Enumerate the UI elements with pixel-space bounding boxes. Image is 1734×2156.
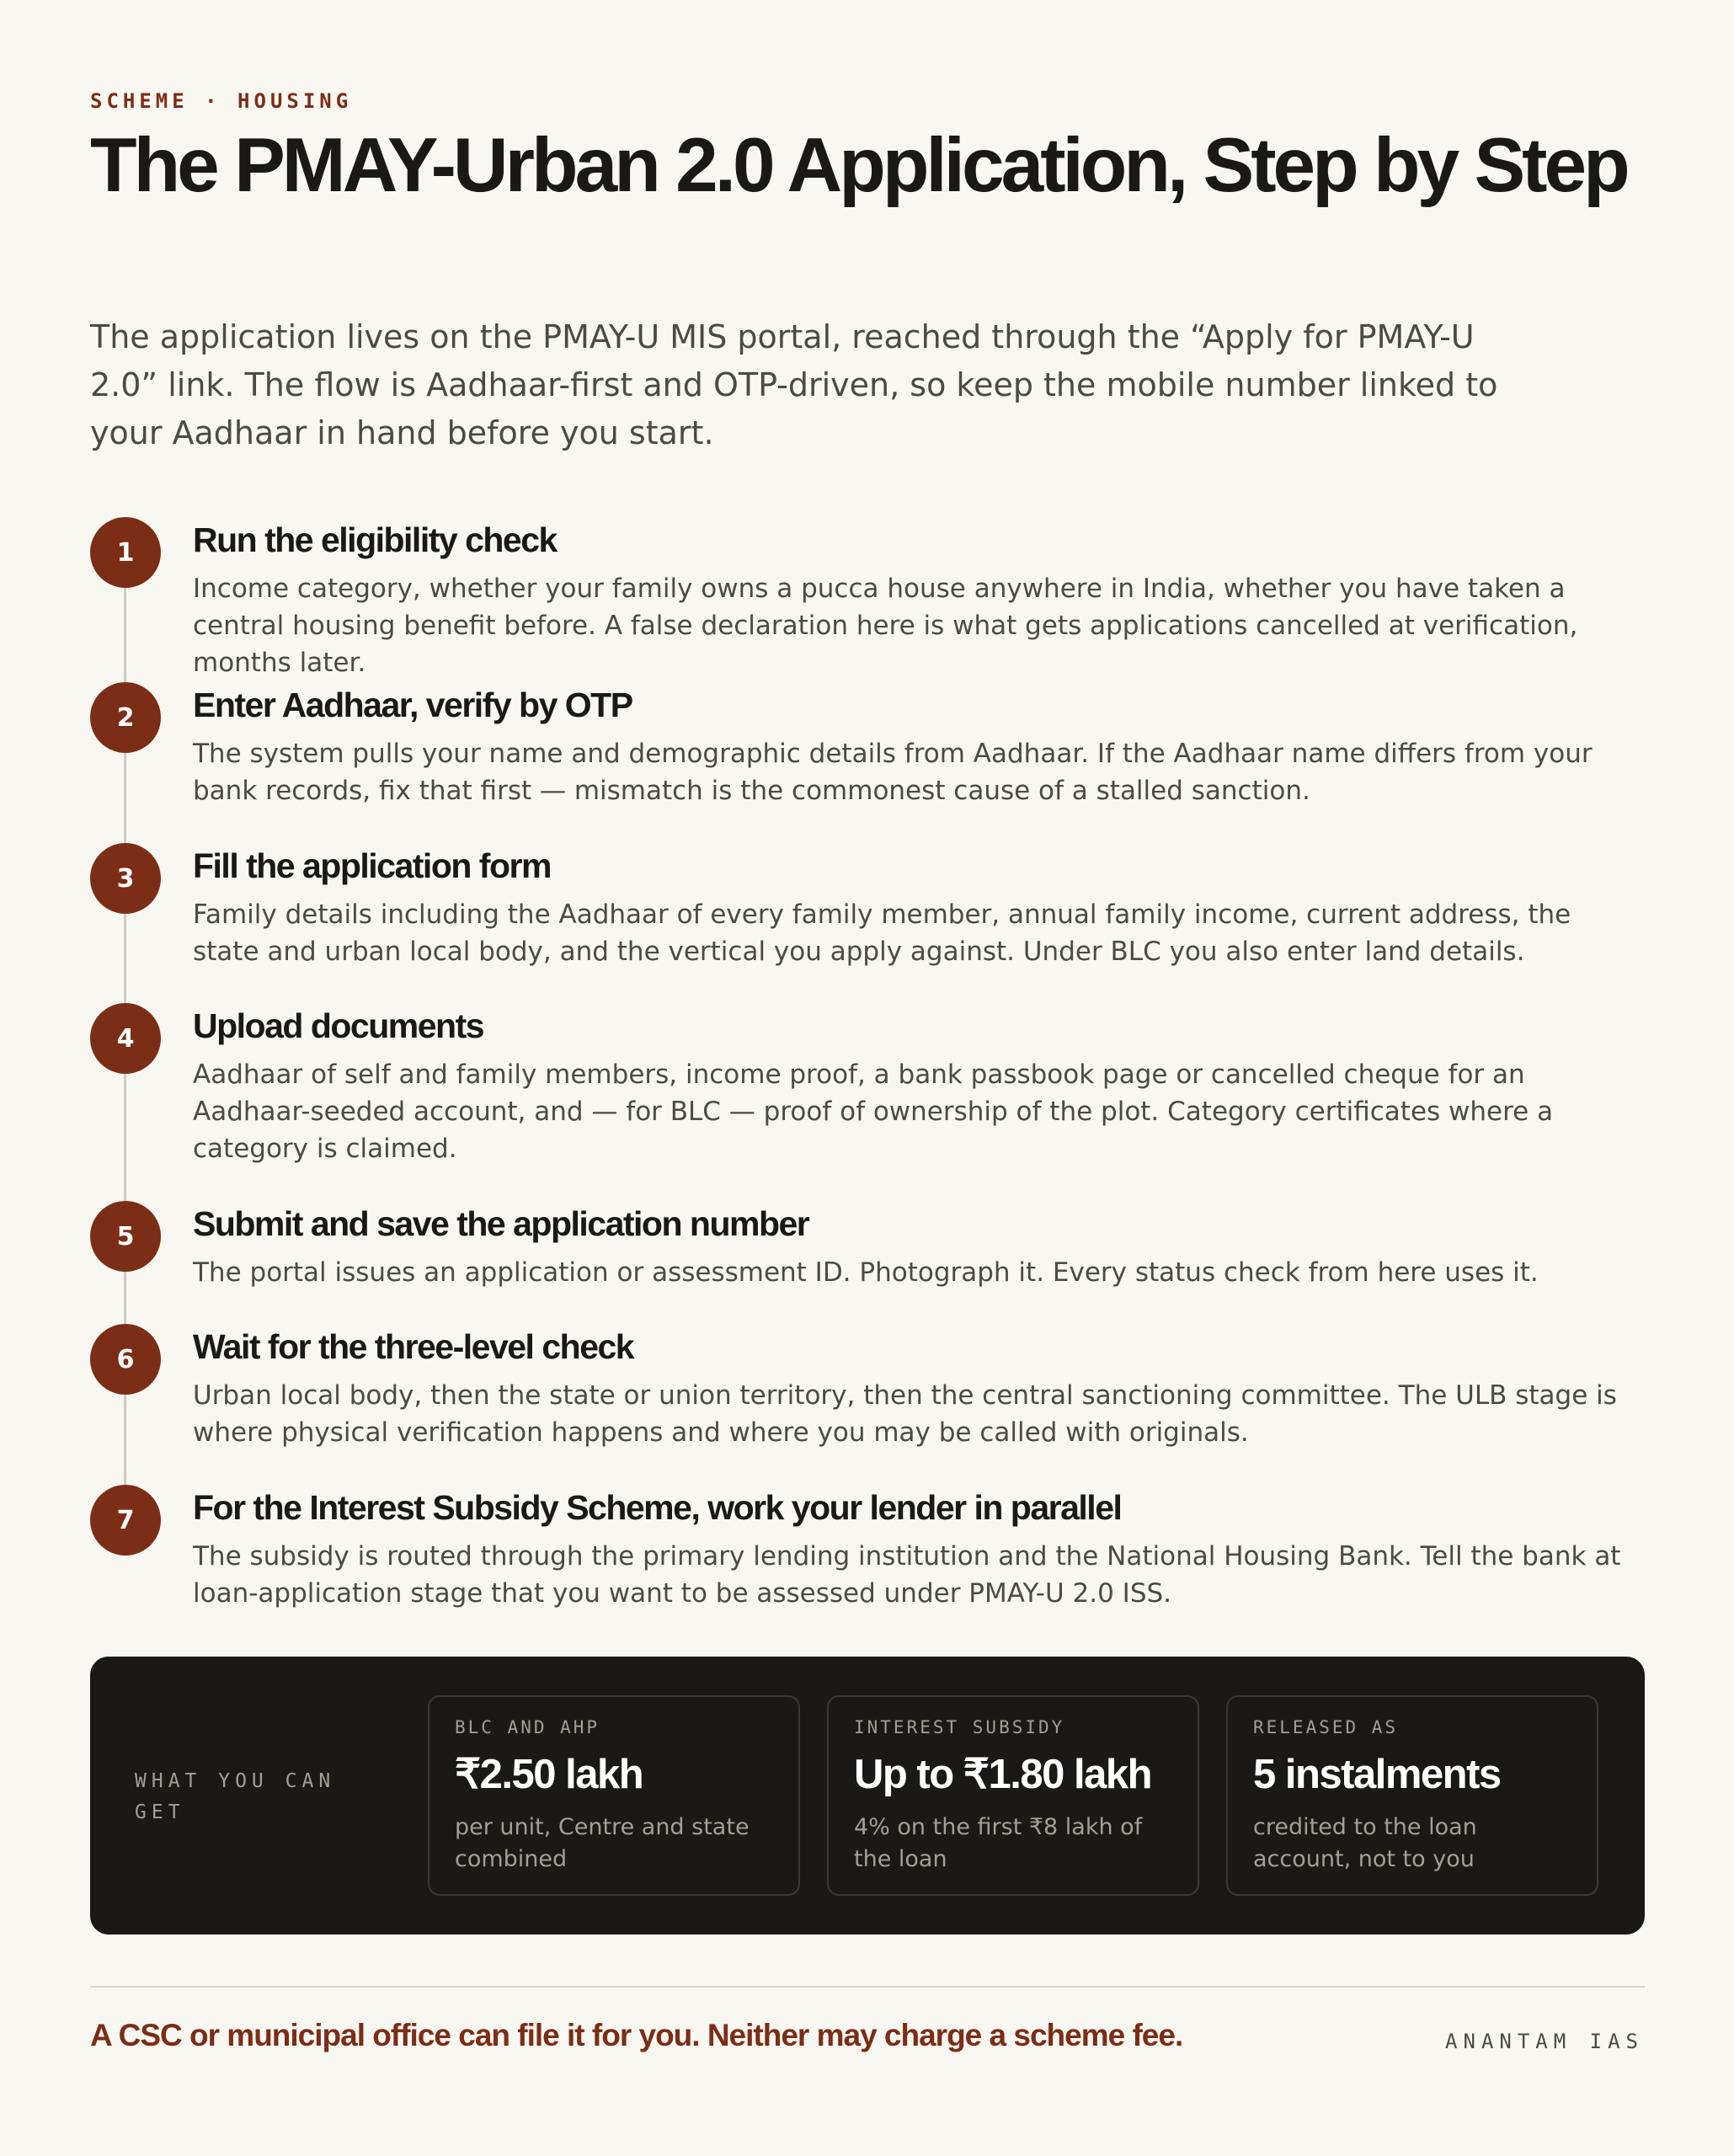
benefit-card-value: ₹2.50 lakh xyxy=(455,1752,643,1797)
step-description: Family details including the Aadhaar of every family member, annual family income, current address, the state and urban local body, and the vertical you apply against. Under BLC you also enter land details. xyxy=(193,899,1571,967)
benefit-card-interest-subsidy xyxy=(827,1695,1199,1896)
step-description: The subsidy is routed through the primary lending institution and the National Housing Bank. Tell the bank at loan-application stage that you want to be assessed under PMAY-U 2.0 ISS. xyxy=(193,1541,1621,1609)
step-heading: Fill the application form xyxy=(193,846,551,885)
benefit-card-blc-ahp xyxy=(428,1695,800,1896)
step-connector xyxy=(124,1385,126,1485)
footer-note: A CSC or municipal office can file it for you. Neither may charge a scheme fee. xyxy=(90,2018,1183,2052)
step-description: Income category, whether your family owns a pucca house anywhere in India, whether you have taken a central housing benefit before. A false declaration here is what gets applications cancelled at verification, months later. xyxy=(193,574,1578,678)
step-connector xyxy=(124,1064,126,1201)
step-4 xyxy=(90,996,1640,1194)
benefit-card-released-as xyxy=(1226,1695,1598,1896)
footer-divider xyxy=(90,1986,1645,1988)
step-connector xyxy=(124,578,126,682)
step-description: The system pulls your name and demographic details from Aadhaar. If the Aadhaar name differs from your bank records, fix that first — mismatch is the commonest cause of a stalled sanction. xyxy=(193,739,1593,806)
benefit-card-note: 4% on the first ₹8 lakh of the loan xyxy=(854,1814,1143,1872)
step-3 xyxy=(90,836,1640,996)
step-connector xyxy=(124,743,126,843)
step-description: Aadhaar of self and family members, income proof, a bank passbook page or cancelled cheque for an Aadhaar-seeded account, and — for BLC — proof of ownership of the plot. Category certificates where a category is claimed. xyxy=(193,1059,1554,1164)
benefits-panel xyxy=(90,1657,1645,1935)
step-number-badge: 6 xyxy=(90,1324,161,1395)
section-kicker: SCHEME · HOUSING xyxy=(90,89,353,113)
benefit-card-label: BLC AND AHP xyxy=(455,1717,600,1737)
step-number-badge: 2 xyxy=(90,682,161,753)
benefit-card-note: credited to the loan account, not to you xyxy=(1253,1814,1477,1872)
benefit-card-value: 5 instalments xyxy=(1253,1752,1501,1797)
step-description: The portal issues an application or assessment ID. Photograph it. Every status check from here uses it. xyxy=(193,1257,1539,1288)
benefit-card-note: per unit, Centre and state combined xyxy=(455,1814,750,1872)
benefit-card-label: INTEREST SUBSIDY xyxy=(854,1717,1065,1737)
step-number-badge: 5 xyxy=(90,1201,161,1272)
step-number-badge: 4 xyxy=(90,1003,161,1074)
step-2 xyxy=(90,675,1640,836)
step-number-badge: 7 xyxy=(90,1485,161,1556)
intro-paragraph: The application lives on the PMAY-U MIS portal, reached through the “Apply for PMAY-U 2.0” link. The flow is Aadhaar-first and OTP-driven, so keep the mobile number linked to your Aadhaar in hand before you start. xyxy=(90,318,1498,451)
step-heading: Wait for the three-level check xyxy=(193,1327,634,1366)
step-heading: Enter Aadhaar, verify by OTP xyxy=(193,686,632,724)
step-7 xyxy=(90,1478,1640,1613)
step-5 xyxy=(90,1194,1640,1317)
step-connector xyxy=(124,904,126,1003)
step-heading: Submit and save the application number xyxy=(193,1204,809,1243)
steps-list xyxy=(90,510,1640,1613)
step-1 xyxy=(90,510,1640,678)
brand-label: ANANTAM IAS xyxy=(1445,2030,1644,2053)
step-6 xyxy=(90,1317,1640,1478)
benefits-panel-label: WHAT YOU CAN GET xyxy=(135,1770,336,1823)
step-description: Urban local body, then the state or union territory, then the central sanctioning committee. The ULB stage is where physical verification happens and where you may be called with originals. xyxy=(193,1380,1617,1448)
benefit-card-value: Up to ₹1.80 lakh xyxy=(854,1752,1151,1797)
step-heading: For the Interest Subsidy Scheme, work your lender in parallel xyxy=(193,1488,1122,1527)
page-title: The PMAY-Urban 2.0 Application, Step by Step xyxy=(90,123,1627,208)
step-number-badge: 3 xyxy=(90,843,161,914)
step-heading: Upload documents xyxy=(193,1006,484,1045)
step-number-badge: 1 xyxy=(90,517,161,588)
step-heading: Run the eligibility check xyxy=(193,520,557,559)
benefit-card-label: RELEASED AS xyxy=(1253,1717,1399,1737)
